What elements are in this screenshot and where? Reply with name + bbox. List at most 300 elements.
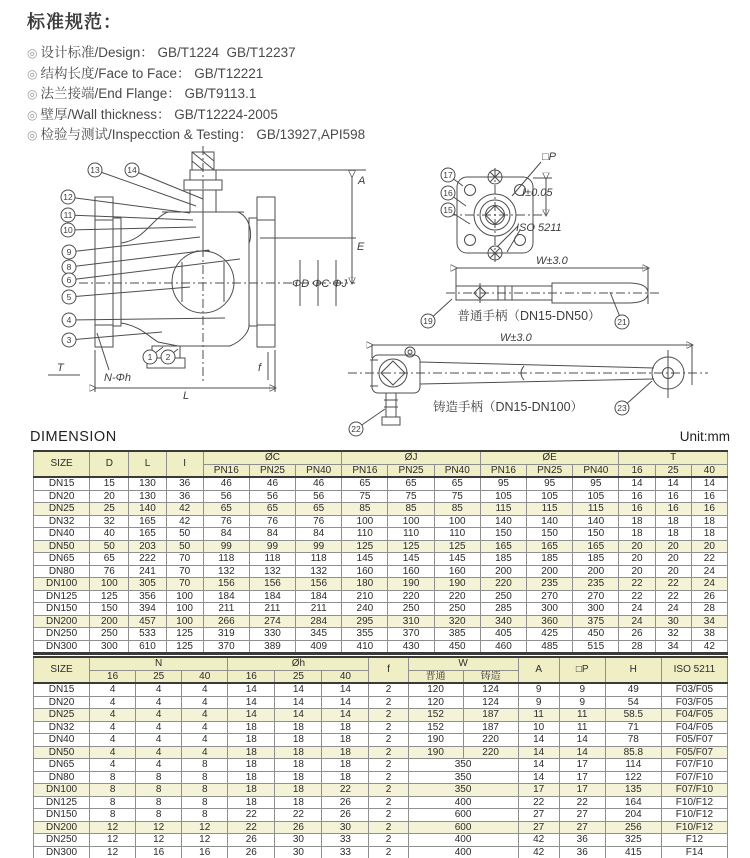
table-cell: DN32 bbox=[34, 721, 90, 734]
table-cell: 22 bbox=[655, 590, 691, 603]
table-cell: 4 bbox=[182, 734, 228, 747]
table-cell: 285 bbox=[480, 603, 526, 616]
table-cell: 4 bbox=[136, 759, 182, 772]
table-cell: 405 bbox=[480, 628, 526, 641]
table-cell: 325 bbox=[605, 834, 661, 847]
table-cell: 385 bbox=[434, 628, 480, 641]
table-cell: DN300 bbox=[34, 640, 90, 654]
table-cell: DN50 bbox=[34, 746, 90, 759]
table-cell: 145 bbox=[434, 553, 480, 566]
table-cell: 8 bbox=[182, 771, 228, 784]
subcol-pn25: PN25 bbox=[388, 464, 434, 477]
table-cell: 2 bbox=[369, 746, 408, 759]
table-cell: 12 bbox=[136, 821, 182, 834]
table-cell: 46 bbox=[203, 477, 249, 490]
table-cell: 156 bbox=[296, 578, 342, 591]
table-cell: 105 bbox=[480, 490, 526, 503]
table-cell: 32 bbox=[655, 628, 691, 641]
table-cell: 65 bbox=[342, 477, 388, 490]
table-cell: 24 bbox=[655, 603, 691, 616]
table-cell: 110 bbox=[388, 528, 434, 541]
table-cell: 50 bbox=[166, 528, 203, 541]
table-cell: 18 bbox=[275, 734, 322, 747]
page-title: 标准规范： bbox=[27, 12, 122, 32]
subcol-pn16: PN16 bbox=[480, 464, 526, 477]
table-cell: 140 bbox=[527, 515, 573, 528]
table-cell: 18 bbox=[655, 515, 691, 528]
table-cell: 75 bbox=[434, 490, 480, 503]
table-cell: 99 bbox=[296, 540, 342, 553]
table-cell: 42 bbox=[518, 846, 559, 858]
subcol-25: 25 bbox=[136, 670, 182, 683]
svg-text:10: 10 bbox=[63, 225, 73, 235]
table-cell: 284 bbox=[296, 615, 342, 628]
table-cell: 125 bbox=[166, 628, 203, 641]
table-row bbox=[34, 734, 728, 747]
cast-handle-label: 铸造手柄（DN15-DN100） bbox=[432, 400, 584, 414]
table-cell: 18 bbox=[228, 746, 275, 759]
table-cell: 16 bbox=[136, 846, 182, 858]
table-cell: 14 bbox=[322, 696, 369, 709]
table-cell: 270 bbox=[527, 590, 573, 603]
table-cell: 27 bbox=[518, 809, 559, 822]
table-cell: 36 bbox=[166, 477, 203, 490]
spec-text: 法兰接端/End Flange： GB/T9113.1 bbox=[40, 86, 257, 101]
table-cell: 295 bbox=[342, 615, 388, 628]
table-cell: 600 bbox=[408, 821, 518, 834]
table-cell: 4 bbox=[90, 683, 136, 696]
table-cell: DN25 bbox=[34, 709, 90, 722]
table-cell: 389 bbox=[249, 640, 295, 654]
spec-line bbox=[27, 84, 365, 105]
table-cell: DN80 bbox=[34, 565, 90, 578]
table-cell: 250 bbox=[388, 603, 434, 616]
table-cell: 156 bbox=[203, 578, 249, 591]
table-cell: 42 bbox=[166, 515, 203, 528]
subcol-pn25: PN25 bbox=[249, 464, 295, 477]
svg-text:5: 5 bbox=[66, 292, 72, 302]
bullet-icon: ◎ bbox=[27, 107, 38, 122]
table-cell: 17 bbox=[559, 759, 605, 772]
table-cell: 76 bbox=[296, 515, 342, 528]
table-cell: 222 bbox=[129, 553, 166, 566]
table-cell: DN65 bbox=[34, 553, 90, 566]
table-cell: 26 bbox=[619, 628, 655, 641]
table-cell: 425 bbox=[527, 628, 573, 641]
table-cell: 450 bbox=[573, 628, 619, 641]
table-cell: 457 bbox=[129, 615, 166, 628]
dimension-table-1 bbox=[33, 450, 728, 655]
table-cell: 100 bbox=[388, 515, 434, 528]
dim-label-i-tolerance: I±0.05 bbox=[522, 187, 553, 199]
table-row bbox=[34, 683, 728, 696]
spec-text: 检验与测试/Inspecction & Testing： GB/13927,API598 bbox=[40, 127, 366, 142]
col-header-oe: ØE bbox=[480, 451, 619, 464]
table-cell: 75 bbox=[342, 490, 388, 503]
col-header-n: N bbox=[90, 657, 228, 670]
table-cell: 84 bbox=[249, 528, 295, 541]
table-cell: 115 bbox=[573, 503, 619, 516]
table-cell: DN125 bbox=[34, 590, 90, 603]
table-cell: 274 bbox=[249, 615, 295, 628]
table-cell: 184 bbox=[203, 590, 249, 603]
table-cell: 132 bbox=[296, 565, 342, 578]
table-cell: 18 bbox=[228, 734, 275, 747]
table-cell: 115 bbox=[480, 503, 526, 516]
table-cell: 32 bbox=[90, 515, 129, 528]
table-cell: DN15 bbox=[34, 683, 90, 696]
table-cell: 18 bbox=[275, 721, 322, 734]
table-cell: 140 bbox=[480, 515, 526, 528]
dimension-heading bbox=[30, 429, 730, 445]
table-cell: 18 bbox=[228, 721, 275, 734]
table-cell: 400 bbox=[408, 846, 518, 858]
table-cell: DN250 bbox=[34, 628, 90, 641]
table-cell: 34 bbox=[655, 640, 691, 654]
table-cell: 20 bbox=[619, 565, 655, 578]
table-cell: DN40 bbox=[34, 528, 90, 541]
table-cell: 8 bbox=[182, 784, 228, 797]
table-cell: 14 bbox=[518, 734, 559, 747]
table-cell: 110 bbox=[434, 528, 480, 541]
table-cell: 14 bbox=[275, 683, 322, 696]
table-cell: 118 bbox=[249, 553, 295, 566]
table-cell: 65 bbox=[203, 503, 249, 516]
table-cell: 30 bbox=[275, 846, 322, 858]
table-cell: 28 bbox=[691, 603, 727, 616]
table-cell: 185 bbox=[480, 553, 526, 566]
table-cell: 200 bbox=[90, 615, 129, 628]
table-cell: 85 bbox=[388, 503, 434, 516]
dim-label-l: L bbox=[183, 390, 190, 402]
table-cell: 18 bbox=[228, 784, 275, 797]
table-row bbox=[34, 615, 728, 628]
col-header-oh: Øh bbox=[228, 657, 369, 670]
table-cell: DN25 bbox=[34, 503, 90, 516]
table-cell: 85 bbox=[434, 503, 480, 516]
lever-handle-drawing bbox=[421, 255, 660, 329]
table-cell: 95 bbox=[480, 477, 526, 490]
table-cell: 76 bbox=[203, 515, 249, 528]
table-cell: 187 bbox=[463, 709, 518, 722]
table-cell: 22 bbox=[655, 578, 691, 591]
table-cell: 2 bbox=[369, 683, 408, 696]
table-cell: 22 bbox=[619, 578, 655, 591]
table-cell: 36 bbox=[166, 490, 203, 503]
table-cell: 9 bbox=[518, 696, 559, 709]
table-cell: 16 bbox=[691, 490, 727, 503]
table-cell: 20 bbox=[90, 490, 129, 503]
table-cell: 42 bbox=[518, 834, 559, 847]
table-cell: 18 bbox=[275, 796, 322, 809]
svg-text:9: 9 bbox=[66, 247, 72, 257]
table-cell: 4 bbox=[90, 696, 136, 709]
table-cell: 42 bbox=[691, 640, 727, 654]
col-header-w: W bbox=[408, 657, 518, 670]
table-cell: 12 bbox=[90, 821, 136, 834]
table-cell: 235 bbox=[573, 578, 619, 591]
table-cell: 12 bbox=[182, 821, 228, 834]
table-cell: 105 bbox=[573, 490, 619, 503]
table-cell: 8 bbox=[90, 771, 136, 784]
table-cell: 356 bbox=[129, 590, 166, 603]
table-cell: 165 bbox=[129, 515, 166, 528]
table-cell: DN100 bbox=[34, 784, 90, 797]
table-cell: 22 bbox=[275, 809, 322, 822]
table-cell: 14 bbox=[228, 696, 275, 709]
subcol-pn25: PN25 bbox=[527, 464, 573, 477]
table-cell: 8 bbox=[136, 809, 182, 822]
table-cell: 30 bbox=[655, 615, 691, 628]
subcol-40: 40 bbox=[691, 464, 727, 477]
table-cell: 11 bbox=[518, 709, 559, 722]
table-cell: 14 bbox=[619, 477, 655, 490]
table-cell: 12 bbox=[136, 834, 182, 847]
table-cell: 14 bbox=[322, 709, 369, 722]
table-cell: 122 bbox=[605, 771, 661, 784]
table-cell: 100 bbox=[166, 590, 203, 603]
dim-label-e: E bbox=[357, 241, 365, 253]
table-cell: 120 bbox=[408, 683, 463, 696]
table-cell: DN200 bbox=[34, 615, 90, 628]
table-cell: 430 bbox=[388, 640, 434, 654]
table-cell: 370 bbox=[203, 640, 249, 654]
table-row bbox=[34, 709, 728, 722]
col-header-size: SIZE bbox=[34, 451, 90, 477]
table-cell: 4 bbox=[90, 709, 136, 722]
table-cell: F12 bbox=[661, 834, 727, 847]
table-row bbox=[34, 821, 728, 834]
table-cell: 130 bbox=[129, 490, 166, 503]
table-cell: 26 bbox=[228, 846, 275, 858]
table-cell: DN15 bbox=[34, 477, 90, 490]
svg-text:12: 12 bbox=[63, 192, 73, 202]
table-cell: 12 bbox=[90, 834, 136, 847]
svg-text:22: 22 bbox=[351, 424, 361, 434]
table-cell: 12 bbox=[182, 834, 228, 847]
table-row bbox=[34, 628, 728, 641]
table-cell: 18 bbox=[228, 796, 275, 809]
col-header-oc: ØC bbox=[203, 451, 342, 464]
table-cell: 25 bbox=[90, 503, 129, 516]
table-cell: 16 bbox=[691, 503, 727, 516]
table-row bbox=[34, 771, 728, 784]
dim-label-w-lever: W±3.0 bbox=[536, 255, 568, 267]
table-cell: 14 bbox=[518, 771, 559, 784]
table-cell: DN125 bbox=[34, 796, 90, 809]
table-cell: 16 bbox=[182, 846, 228, 858]
table-cell: 300 bbox=[527, 603, 573, 616]
table-cell: 84 bbox=[296, 528, 342, 541]
table-cell: 70 bbox=[166, 578, 203, 591]
table-cell: 84 bbox=[203, 528, 249, 541]
table-cell: 150 bbox=[527, 528, 573, 541]
table-cell: 20 bbox=[655, 540, 691, 553]
dim-label-w-cast: W±3.0 bbox=[500, 332, 532, 344]
spec-text: 结构长度/Face to Face： GB/T12221 bbox=[40, 65, 264, 81]
bullet-icon: ◎ bbox=[27, 66, 38, 81]
svg-text:17: 17 bbox=[443, 170, 453, 180]
iso5211-label: ISO 5211 bbox=[516, 222, 562, 234]
table-cell: 8 bbox=[90, 784, 136, 797]
table-cell: 26 bbox=[691, 590, 727, 603]
table-2-header bbox=[34, 657, 728, 683]
table-cell: 15 bbox=[90, 477, 129, 490]
table-cell: 18 bbox=[228, 759, 275, 772]
table-cell: 270 bbox=[573, 590, 619, 603]
table-cell: 600 bbox=[408, 809, 518, 822]
table-cell: 135 bbox=[605, 784, 661, 797]
table-cell: 160 bbox=[388, 565, 434, 578]
table-2-body bbox=[34, 683, 728, 858]
table-cell: 22 bbox=[322, 784, 369, 797]
table-cell: 26 bbox=[275, 821, 322, 834]
svg-text:2: 2 bbox=[165, 352, 171, 362]
table-cell: 360 bbox=[527, 615, 573, 628]
table-cell: 220 bbox=[388, 590, 434, 603]
table-row bbox=[34, 603, 728, 616]
table-cell: 125 bbox=[166, 640, 203, 654]
svg-text:14: 14 bbox=[127, 165, 137, 175]
table-cell: 8 bbox=[182, 796, 228, 809]
iso5211-pad-drawing bbox=[441, 151, 562, 262]
table-cell: 350 bbox=[408, 759, 518, 772]
table-1-header bbox=[34, 451, 728, 477]
table-cell: 485 bbox=[527, 640, 573, 654]
table-cell: DN50 bbox=[34, 540, 90, 553]
spec-line bbox=[27, 43, 365, 64]
cast-handle-drawing bbox=[348, 332, 708, 436]
subcol-40: 40 bbox=[322, 670, 369, 683]
table-cell: 26 bbox=[322, 809, 369, 822]
table-cell: 256 bbox=[605, 821, 661, 834]
table-cell: 24 bbox=[619, 603, 655, 616]
table-cell: F03/F05 bbox=[661, 696, 727, 709]
table-cell: 4 bbox=[136, 721, 182, 734]
table-cell: 8 bbox=[90, 809, 136, 822]
table-cell: 17 bbox=[559, 784, 605, 797]
table-cell: 160 bbox=[342, 565, 388, 578]
table-cell: 190 bbox=[434, 578, 480, 591]
table-cell: F05/F07 bbox=[661, 734, 727, 747]
lever-handle-label: 普通手柄（DN15-DN50） bbox=[457, 309, 601, 323]
table-cell: 266 bbox=[203, 615, 249, 628]
col-header-size: SIZE bbox=[34, 657, 90, 683]
table-cell: 8 bbox=[136, 796, 182, 809]
svg-text:23: 23 bbox=[617, 403, 627, 413]
table-cell: 4 bbox=[136, 709, 182, 722]
table-row bbox=[34, 540, 728, 553]
table-cell: 8 bbox=[90, 796, 136, 809]
col-header-i: I bbox=[166, 451, 203, 477]
table-cell: 375 bbox=[573, 615, 619, 628]
table-cell: 124 bbox=[463, 683, 518, 696]
table-cell: 16 bbox=[655, 490, 691, 503]
table-cell: 56 bbox=[296, 490, 342, 503]
table-cell: 164 bbox=[605, 796, 661, 809]
subcol-25: 25 bbox=[655, 464, 691, 477]
table-cell: 42 bbox=[166, 503, 203, 516]
table-cell: 118 bbox=[203, 553, 249, 566]
table-cell: 152 bbox=[408, 709, 463, 722]
table-cell: 18 bbox=[619, 515, 655, 528]
col-header-l: L bbox=[129, 451, 166, 477]
bullet-icon: ◎ bbox=[27, 46, 38, 60]
table-cell: 76 bbox=[90, 565, 129, 578]
table-cell: 16 bbox=[655, 503, 691, 516]
table-cell: 30 bbox=[275, 834, 322, 847]
table-cell: 70 bbox=[166, 553, 203, 566]
table-cell: 78 bbox=[605, 734, 661, 747]
table-cell: 185 bbox=[573, 553, 619, 566]
table-cell: F14 bbox=[661, 846, 727, 858]
table-cell: 110 bbox=[342, 528, 388, 541]
col-header-t: T bbox=[619, 451, 728, 464]
table-row bbox=[34, 784, 728, 797]
table-cell: 17 bbox=[559, 771, 605, 784]
table-cell: 150 bbox=[573, 528, 619, 541]
table-cell: 22 bbox=[559, 796, 605, 809]
table-cell: 4 bbox=[136, 734, 182, 747]
svg-text:6: 6 bbox=[66, 275, 72, 285]
table-cell: DN40 bbox=[34, 734, 90, 747]
table-cell: DN100 bbox=[34, 578, 90, 591]
table-cell: 26 bbox=[322, 796, 369, 809]
subcol-16: 16 bbox=[619, 464, 655, 477]
table-cell: 100 bbox=[166, 615, 203, 628]
table-cell: 14 bbox=[228, 683, 275, 696]
table-row bbox=[34, 553, 728, 566]
table-row bbox=[34, 846, 728, 858]
table-cell: 145 bbox=[342, 553, 388, 566]
table-cell: 9 bbox=[518, 683, 559, 696]
table-row bbox=[34, 640, 728, 654]
table-cell: 22 bbox=[691, 553, 727, 566]
subcol-16: 16 bbox=[228, 670, 275, 683]
table-cell: 14 bbox=[275, 696, 322, 709]
table-cell: 65 bbox=[296, 503, 342, 516]
col-header-oj: ØJ bbox=[342, 451, 481, 464]
table-cell: 33 bbox=[322, 846, 369, 858]
table-cell: 50 bbox=[166, 540, 203, 553]
table-cell: 14 bbox=[655, 477, 691, 490]
table-cell: 99 bbox=[249, 540, 295, 553]
table-cell: 132 bbox=[249, 565, 295, 578]
table-cell: 125 bbox=[388, 540, 434, 553]
table-cell: 100 bbox=[90, 578, 129, 591]
table-cell: 241 bbox=[129, 565, 166, 578]
svg-text:8: 8 bbox=[66, 262, 72, 272]
svg-text:4: 4 bbox=[66, 315, 72, 325]
table-cell: 18 bbox=[655, 528, 691, 541]
table-cell: 85.8 bbox=[605, 746, 661, 759]
table-row bbox=[34, 809, 728, 822]
spec-text: 壁厚/Wall thickness： GB/T12224-2005 bbox=[40, 106, 278, 122]
table-cell: 99 bbox=[203, 540, 249, 553]
table-cell: 100 bbox=[342, 515, 388, 528]
table-row bbox=[34, 503, 728, 516]
table-cell: 20 bbox=[655, 565, 691, 578]
table-cell: 36 bbox=[559, 846, 605, 858]
table-cell: 46 bbox=[249, 477, 295, 490]
table-cell: 187 bbox=[463, 721, 518, 734]
col-header-iso5211: ISO 5211 bbox=[661, 657, 727, 683]
table-cell: 220 bbox=[463, 746, 518, 759]
table-cell: 85 bbox=[342, 503, 388, 516]
table-cell: 10 bbox=[518, 721, 559, 734]
table-cell: 203 bbox=[129, 540, 166, 553]
table-cell: 18 bbox=[322, 721, 369, 734]
